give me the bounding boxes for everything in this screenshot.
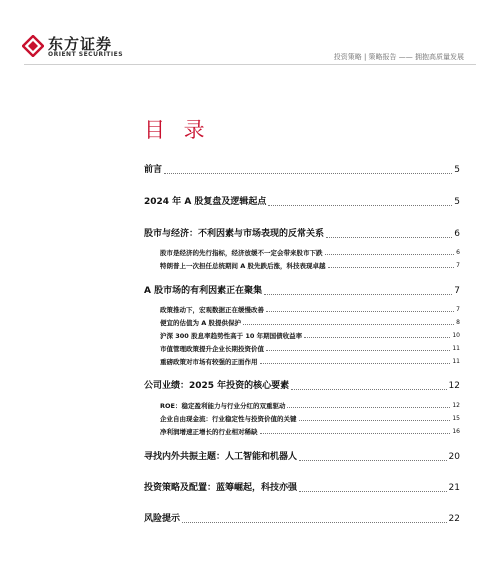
toc-leader-dots <box>299 460 447 461</box>
toc-entry-page: 21 <box>448 483 460 493</box>
toc-subentry[interactable] <box>160 261 460 271</box>
toc-subentry-page: 16 <box>452 428 460 435</box>
logo-english-name: ORIENT SECURITIES <box>48 51 124 58</box>
toc-subentry[interactable] <box>160 318 460 328</box>
toc-subentry-label: 政策推动下，宏观数据正在缓慢改善 <box>160 306 264 314</box>
toc-entry[interactable] <box>144 196 460 209</box>
toc-entry[interactable] <box>144 513 460 526</box>
toc-leader-dots <box>325 254 455 255</box>
toc-subentry-page: 7 <box>456 262 460 269</box>
toc-subentry-label: 净利润增速正增长的行业相对稀缺 <box>160 428 258 436</box>
logo-chinese-name: 东方证券 <box>48 35 113 53</box>
toc-leader-dots <box>260 433 451 434</box>
toc-entry[interactable] <box>144 451 460 464</box>
report-category: 投资策略 | 策略报告 —— 拥抱高质量发展 <box>333 53 464 61</box>
toc-subentry-page: 10 <box>452 332 460 339</box>
toc-entry-label: 投资策略及配置：蓝筹崛起，科技亦强 <box>144 483 298 493</box>
toc-entry-page: 7 <box>454 286 460 296</box>
toc-subentry-page: 12 <box>452 402 460 409</box>
toc-leader-dots <box>266 311 454 312</box>
company-logo <box>22 33 142 63</box>
toc-subentry[interactable] <box>160 331 460 341</box>
toc-entry-label: 寻找内外共振主题：人工智能和机器人 <box>144 452 298 462</box>
toc-title: 目 录 <box>144 118 211 142</box>
toc-subentry-label: 股市是经济的先行指标，经济放缓不一定会带来股市下跌 <box>160 249 323 257</box>
toc-entry[interactable] <box>144 164 460 177</box>
toc-leader-dots <box>299 420 451 421</box>
toc-subentry-label: 沪深 300 股息率趋势性高于 10 年期国债收益率 <box>160 332 303 340</box>
toc-entry-label: A 股市场的有利因素正在聚集 <box>144 286 263 296</box>
toc-subentry[interactable] <box>160 248 460 258</box>
toc-subentry-page: 6 <box>456 249 460 256</box>
toc-entry-page: 5 <box>454 165 460 175</box>
toc-entry[interactable] <box>144 285 460 298</box>
header-divider <box>24 64 476 65</box>
toc-entry-label: 前言 <box>144 165 163 175</box>
toc-entry[interactable] <box>144 482 460 495</box>
toc-subentry[interactable] <box>160 305 460 315</box>
toc-subentry-label: 便宜的估值为 A 股提供保护 <box>160 319 242 327</box>
toc-subentry[interactable] <box>160 427 460 437</box>
toc-subentry-label: 市值管理政策提升企业长期投资价值 <box>160 345 264 353</box>
page-header <box>0 0 500 70</box>
toc-leader-dots <box>287 407 450 408</box>
toc-subentry[interactable] <box>160 357 460 367</box>
toc-entry-label: 风险提示 <box>144 514 181 524</box>
toc-subentry-page: 8 <box>456 319 460 326</box>
toc-subentry-page: 11 <box>452 345 460 352</box>
toc-leader-dots <box>304 337 450 338</box>
toc-leader-dots <box>260 363 451 364</box>
toc-leader-dots <box>182 522 447 523</box>
toc-entry-page: 20 <box>448 452 460 462</box>
toc-leader-dots <box>328 267 455 268</box>
toc-entry-page: 5 <box>454 197 460 207</box>
toc-leader-dots <box>243 324 454 325</box>
toc-subentry-label: 企业自由现金流：行业稳定性与投资价值的关键 <box>160 415 297 423</box>
toc-entry[interactable] <box>144 380 460 393</box>
toc-leader-dots <box>291 389 446 390</box>
toc-entry-page: 12 <box>448 381 460 391</box>
toc-entry-page: 6 <box>454 229 460 239</box>
toc-entry[interactable] <box>144 228 460 241</box>
toc-subentry-page: 11 <box>452 358 460 365</box>
toc-leader-dots <box>268 205 452 206</box>
toc-entry-label: 公司业绩：2025 年投资的核心要素 <box>144 381 290 391</box>
toc-leader-dots <box>266 350 450 351</box>
toc-subentry[interactable] <box>160 401 460 411</box>
toc-entry-page: 22 <box>448 514 460 524</box>
toc-subentry[interactable] <box>160 344 460 354</box>
toc-subentry[interactable] <box>160 414 460 424</box>
orient-logo-icon <box>22 35 44 57</box>
toc-leader-dots <box>164 173 452 174</box>
toc-entry-label: 2024 年 A 股复盘及逻辑起点 <box>144 197 267 207</box>
toc-subentry-page: 15 <box>452 415 460 422</box>
toc-subentry-label: 重磅政策对市场有较强的正面作用 <box>160 358 258 366</box>
toc-subentry-label: 特朗普上一次担任总统期间 A 股先跌后涨，科技表现卓越 <box>160 262 326 270</box>
toc-subentry-page: 7 <box>456 306 460 313</box>
toc-entry-label: 股市与经济：不利因素与市场表现的反常关系 <box>144 229 325 239</box>
toc-subentry-label: ROE：稳定盈利能力与行业分红的双重驱动 <box>160 402 286 410</box>
toc-leader-dots <box>264 294 452 295</box>
toc-leader-dots <box>326 237 452 238</box>
toc-leader-dots <box>299 491 447 492</box>
